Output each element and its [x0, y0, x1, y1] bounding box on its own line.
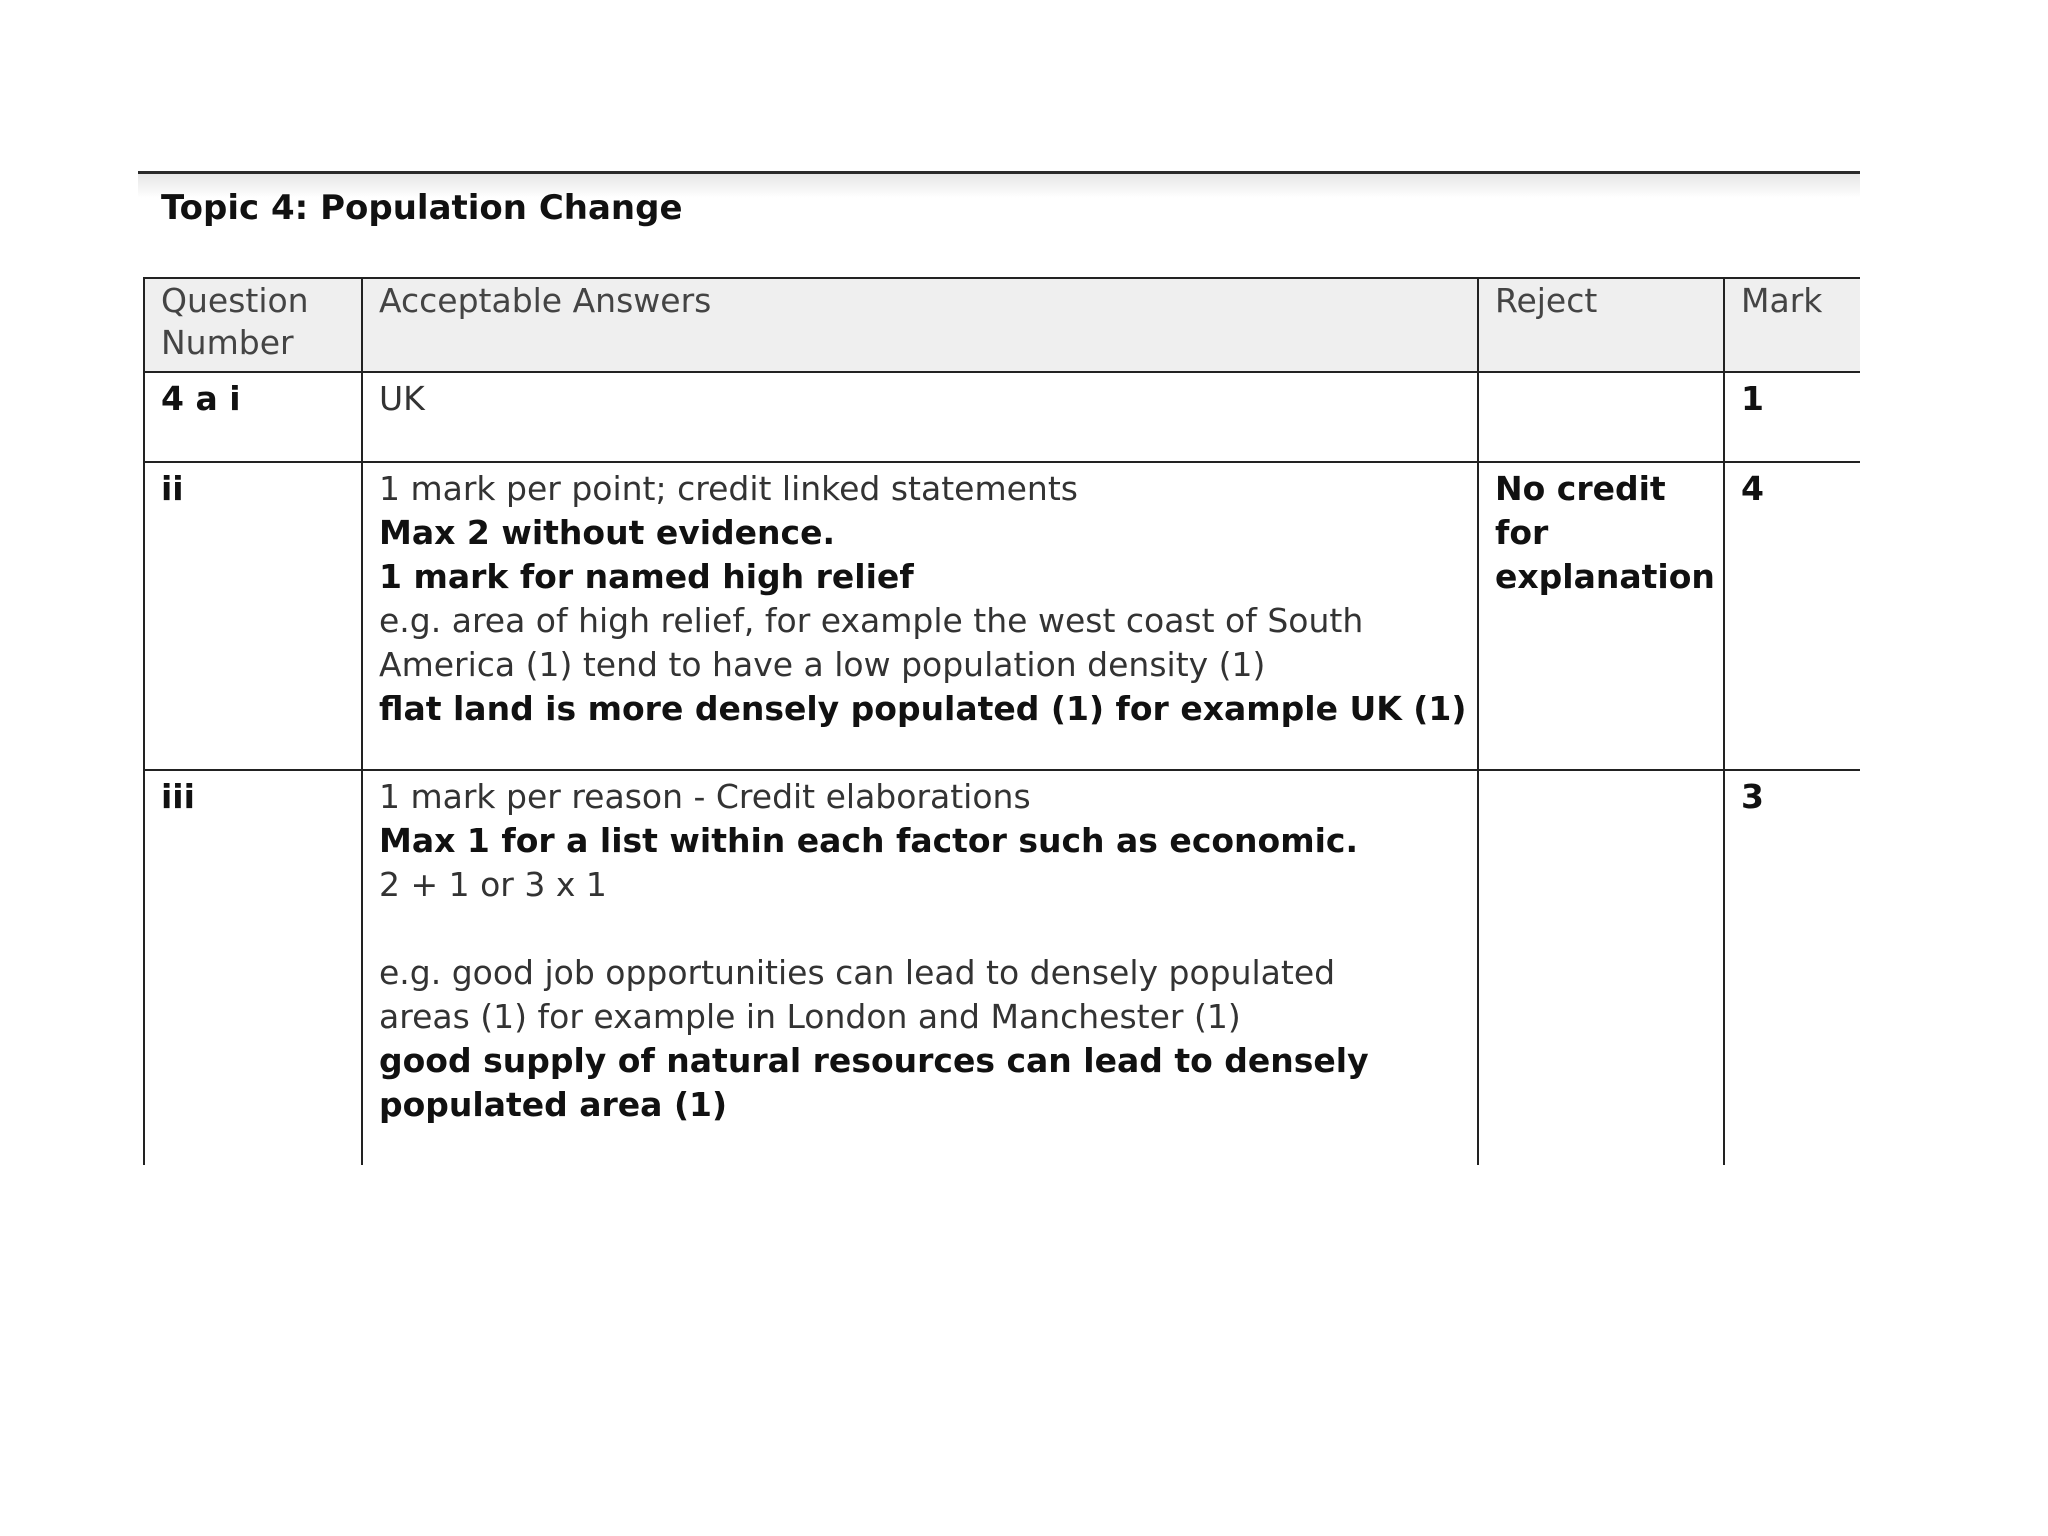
question-number-cell — [144, 770, 362, 1165]
answer-line: areas (1) for example in London and Manchester (1) — [379, 997, 1241, 1036]
question-number: 4 a i — [161, 379, 241, 418]
header-question-line1: Question — [161, 281, 309, 320]
answer-line: populated area (1) — [379, 1085, 728, 1124]
mark-cell — [1724, 372, 1860, 462]
reject-line: No credit — [1495, 469, 1666, 508]
mark-value: 1 — [1741, 379, 1764, 418]
mark-scheme-table — [143, 277, 1860, 1165]
mark-value: 3 — [1741, 777, 1764, 816]
mark-cell — [1724, 462, 1860, 770]
answer-line: 1 mark for named high relief — [379, 557, 914, 596]
topic-title: Topic 4: Population Change — [161, 188, 683, 228]
answer-line: flat land is more densely populated (1) for example UK (1) — [379, 689, 1467, 728]
answer-line: good supply of natural resources can lead to densely — [379, 1041, 1369, 1080]
table-row — [144, 462, 1860, 770]
answers-cell — [362, 462, 1478, 770]
question-number: iii — [161, 777, 195, 816]
header-mark — [1724, 278, 1860, 372]
table-header-row — [144, 278, 1860, 372]
answer-line: 1 mark per point; credit linked statements — [379, 469, 1078, 508]
header-mark-label: Mark — [1741, 281, 1823, 320]
mark-value: 4 — [1741, 469, 1764, 508]
header-answers-label: Acceptable Answers — [379, 281, 712, 320]
reject-line: explanation — [1495, 557, 1715, 596]
question-number: ii — [161, 469, 184, 508]
reject-cell — [1478, 462, 1724, 770]
answers-cell — [362, 372, 1478, 462]
answer-line: e.g. area of high relief, for example the west coast of South — [379, 601, 1364, 640]
header-question-number — [144, 278, 362, 372]
header-reject-label: Reject — [1495, 281, 1598, 320]
answer-line: e.g. good job opportunities can lead to densely populated — [379, 953, 1336, 992]
answer-line: Max 1 for a list within each factor such as economic. — [379, 821, 1359, 860]
answer-line: 1 mark per reason - Credit elaborations — [379, 777, 1031, 816]
header-acceptable-answers — [362, 278, 1478, 372]
answer-line: 2 + 1 or 3 x 1 — [379, 865, 607, 904]
answer-line: America (1) tend to have a low population density (1) — [379, 645, 1266, 684]
table-row — [144, 770, 1860, 1165]
reject-cell — [1478, 770, 1724, 1165]
answers-cell — [362, 770, 1478, 1165]
answer-line: UK — [379, 379, 425, 418]
header-reject — [1478, 278, 1724, 372]
question-number-cell — [144, 462, 362, 770]
table-row — [144, 372, 1860, 462]
reject-line: for — [1495, 513, 1549, 552]
header-question-line2: Number — [161, 323, 294, 362]
blank-line — [379, 907, 1461, 951]
reject-cell — [1478, 372, 1724, 462]
question-number-cell — [144, 372, 362, 462]
answer-line: Max 2 without evidence. — [379, 513, 836, 552]
mark-cell — [1724, 770, 1860, 1165]
